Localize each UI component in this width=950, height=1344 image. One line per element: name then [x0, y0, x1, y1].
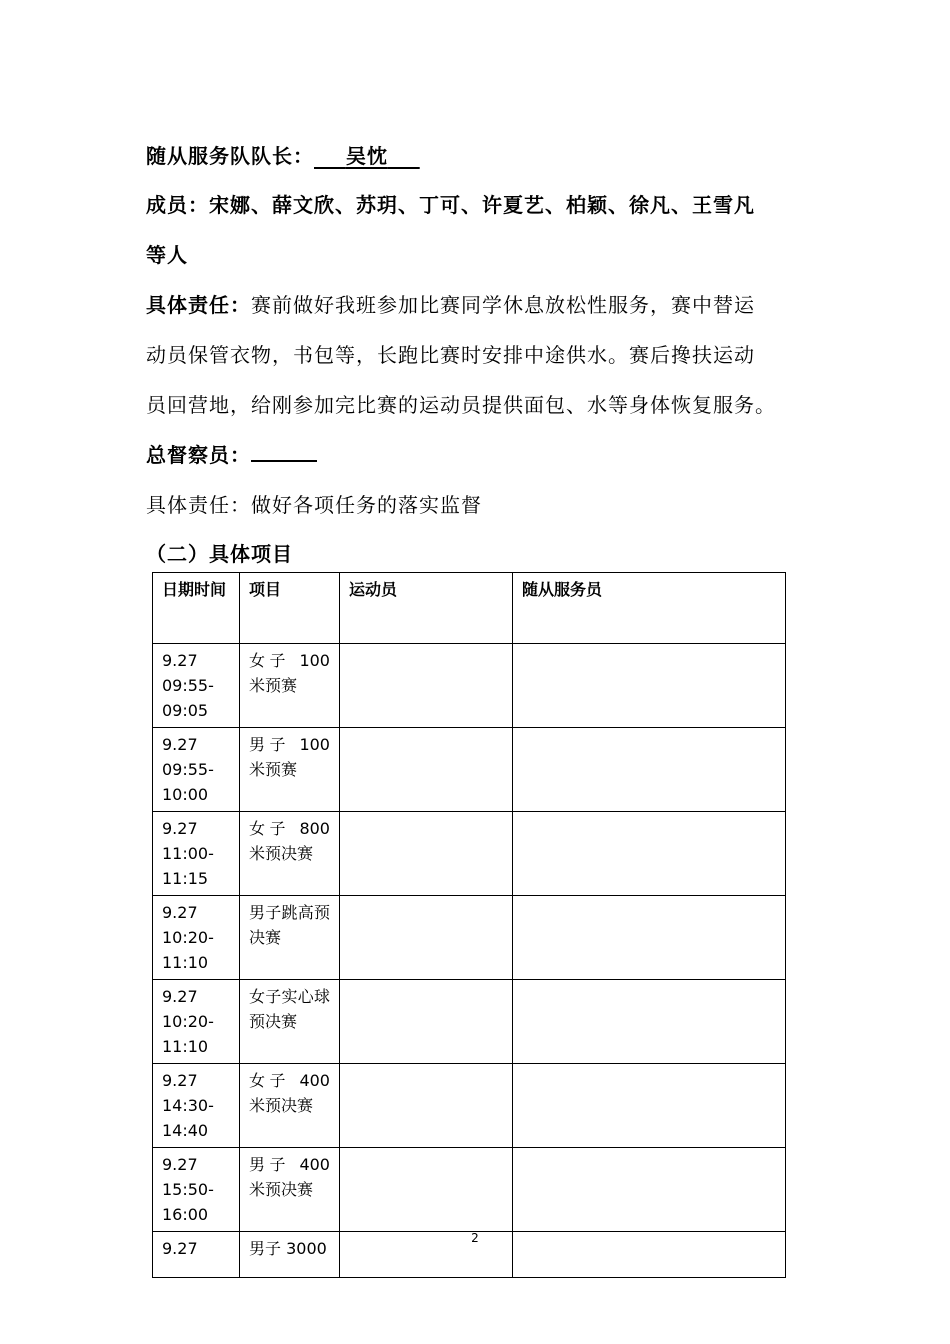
supervisor-blank: [251, 442, 317, 462]
members-list: 宋娜、薛文欣、苏玥、丁可、许夏艺、柏颖、徐凡、王雪凡: [209, 193, 755, 217]
cell-time: 9.27: [153, 1232, 240, 1278]
cell-escort[interactable]: [513, 980, 786, 1064]
escort-duty-label: 具体责任：: [146, 293, 251, 317]
cell-time: 9.27 09:55- 10:00: [153, 728, 240, 812]
section-title: （二）具体项目: [146, 542, 293, 566]
cell-athlete[interactable]: [340, 1148, 513, 1232]
page-number: 2: [471, 1231, 479, 1245]
table-row: [153, 1148, 786, 1232]
cell-event: 女子实心球预决赛: [240, 980, 340, 1064]
cell-event: 男子跳高预决赛: [240, 896, 340, 980]
cell-time: 9.27 11:00- 11:15: [153, 812, 240, 896]
cell-athlete[interactable]: [340, 728, 513, 812]
supervisor-duty: 具体责任：做好各项任务的落实监督: [146, 493, 482, 517]
cell-event: 男子 400 米预决赛: [240, 1148, 340, 1232]
cell-escort[interactable]: [513, 896, 786, 980]
cell-event: 女子 100 米预赛: [240, 644, 340, 728]
cell-event: 男子 100 米预赛: [240, 728, 340, 812]
header-event: 项目: [240, 573, 340, 644]
captain-name: 吴忱: [345, 144, 388, 168]
table-row: [153, 728, 786, 812]
cell-athlete[interactable]: [340, 644, 513, 728]
cell-athlete[interactable]: [340, 896, 513, 980]
header-datetime: 日期时间: [153, 573, 240, 644]
cell-time: 9.27 09:55- 09:05: [153, 644, 240, 728]
table-row: [153, 980, 786, 1064]
cell-athlete[interactable]: [340, 980, 513, 1064]
escort-duty-line-1: 具体责任：赛前做好我班参加比赛同学休息放松性服务，赛中替运: [146, 293, 755, 317]
table-row: [153, 1064, 786, 1148]
cell-athlete[interactable]: [340, 812, 513, 896]
table-row: [153, 644, 786, 728]
cell-escort[interactable]: [513, 1064, 786, 1148]
cell-time: 9.27 10:20- 11:10: [153, 980, 240, 1064]
escort-duty-line-2: 动员保管衣物，书包等，长跑比赛时安排中途供水。赛后搀扶运动: [146, 343, 755, 367]
supervisor-label: 总督察员：: [146, 443, 251, 467]
table-row: [153, 812, 786, 896]
cell-event: 男子 3000: [240, 1232, 340, 1278]
cell-escort[interactable]: [513, 812, 786, 896]
captain-label: 随从服务队队长：: [146, 144, 314, 168]
cell-escort[interactable]: [513, 644, 786, 728]
cell-time: 9.27 14:30- 14:40: [153, 1064, 240, 1148]
members-line-2: 等人: [146, 243, 188, 267]
members-line: [146, 189, 755, 218]
cell-time: 9.27 15:50- 16:00: [153, 1148, 240, 1232]
table-header-row: [153, 573, 786, 644]
cell-escort[interactable]: [513, 1148, 786, 1232]
cell-event: 女子 400 米预决赛: [240, 1064, 340, 1148]
header-escort: 随从服务员: [513, 573, 786, 644]
supervisor-line: [146, 439, 317, 468]
cell-athlete[interactable]: [340, 1064, 513, 1148]
schedule-table: [152, 572, 786, 1278]
cell-time: 9.27 10:20- 11:10: [153, 896, 240, 980]
cell-event: 女子 800 米预决赛: [240, 812, 340, 896]
members-label: 成员：: [146, 193, 209, 217]
header-athlete: 运动员: [340, 573, 513, 644]
cell-escort[interactable]: [513, 728, 786, 812]
escort-duty-line-3: 员回营地，给刚参加完比赛的运动员提供面包、水等身体恢复服务。: [146, 393, 776, 417]
captain-line: [146, 140, 420, 169]
table-row: [153, 896, 786, 980]
